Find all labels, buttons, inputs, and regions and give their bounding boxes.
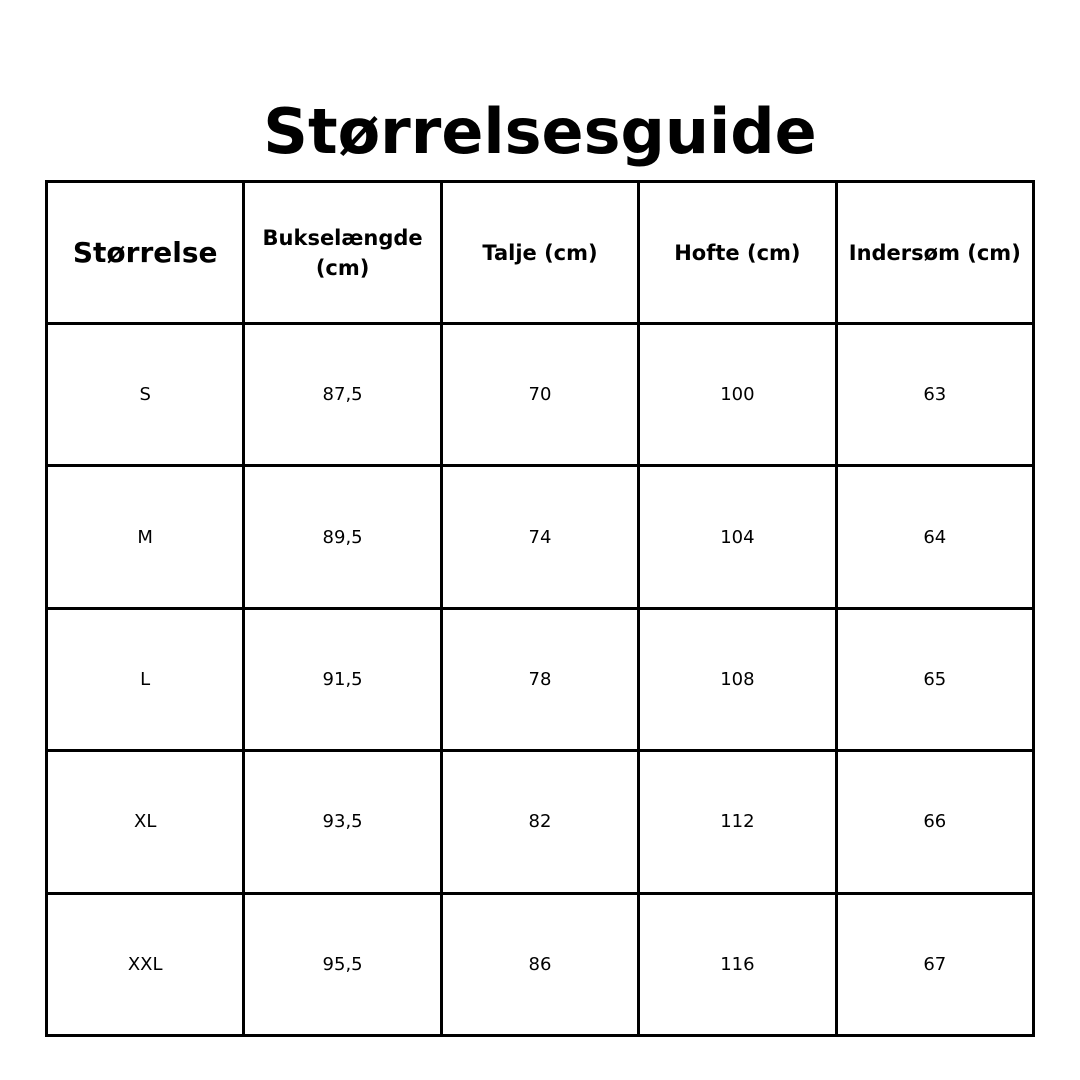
cell-waist: 78 [441, 608, 638, 750]
table-header-row [47, 182, 1034, 324]
cell-waist: 74 [441, 466, 638, 608]
header-hip: Hofte (cm) [639, 182, 836, 324]
cell-size: S [47, 324, 244, 466]
header-waist: Talje (cm) [441, 182, 638, 324]
table-row [47, 324, 1034, 466]
header-size: Størrelse [47, 182, 244, 324]
cell-trouser-length: 93,5 [244, 751, 441, 893]
cell-inseam: 64 [836, 466, 1033, 608]
cell-hip: 112 [639, 751, 836, 893]
cell-size: XL [47, 751, 244, 893]
cell-inseam: 67 [836, 893, 1033, 1035]
page-title: Størrelsesguide [263, 94, 817, 168]
table-row [47, 608, 1034, 750]
cell-hip: 104 [639, 466, 836, 608]
cell-waist: 86 [441, 893, 638, 1035]
cell-size: L [47, 608, 244, 750]
cell-hip: 108 [639, 608, 836, 750]
cell-trouser-length: 89,5 [244, 466, 441, 608]
cell-hip: 100 [639, 324, 836, 466]
cell-trouser-length: 87,5 [244, 324, 441, 466]
size-guide-table [45, 180, 1035, 1037]
table-row [47, 893, 1034, 1035]
table-row [47, 466, 1034, 608]
cell-size: M [47, 466, 244, 608]
cell-size: XXL [47, 893, 244, 1035]
cell-inseam: 65 [836, 608, 1033, 750]
cell-waist: 70 [441, 324, 638, 466]
cell-waist: 82 [441, 751, 638, 893]
header-trouser-length: Bukselængde (cm) [244, 182, 441, 324]
header-inseam: Indersøm (cm) [836, 182, 1033, 324]
table-row [47, 751, 1034, 893]
cell-inseam: 66 [836, 751, 1033, 893]
cell-inseam: 63 [836, 324, 1033, 466]
cell-hip: 116 [639, 893, 836, 1035]
cell-trouser-length: 91,5 [244, 608, 441, 750]
cell-trouser-length: 95,5 [244, 893, 441, 1035]
